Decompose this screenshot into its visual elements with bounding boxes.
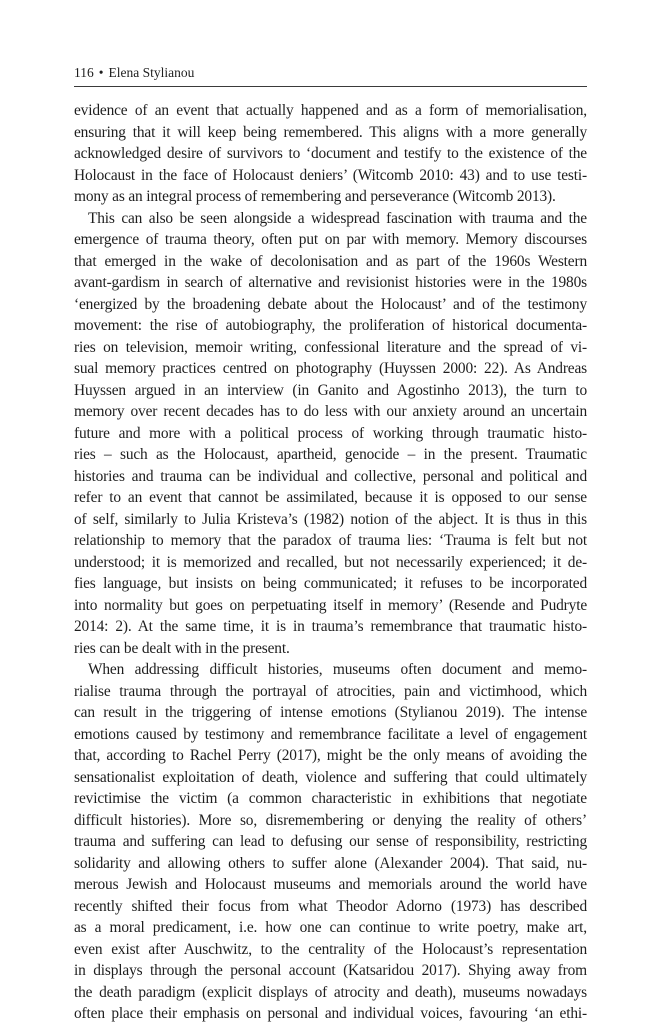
- text-line: avant-gardism in search of alternative and revisionist histories were in the 1980s: [74, 274, 587, 291]
- text-line: revictimise the victim (a common characteristic in exhibitions that negotiate: [74, 790, 587, 807]
- body-text: [74, 100, 587, 1025]
- text-line: mony as an integral process of remembering and perseverance (Witcomb 2013).: [74, 188, 556, 205]
- text-line: Holocaust in the face of Holocaust deniers’ (Witcomb 2010: 43) and to use testi-: [74, 166, 587, 184]
- text-line: evidence of an event that actually happened and as a form of memorialisation,: [74, 102, 587, 119]
- text-line: that emerged in the wake of decolonisation and as part of the 1960s Western: [74, 252, 587, 270]
- header-separator: •: [98, 65, 104, 80]
- text-line: into normality but goes on perpetuating itself in memory’ (Resende and Pudryte: [74, 596, 587, 614]
- running-head: [74, 64, 574, 82]
- text-line: memory over recent decades has to do less with our anxiety around an uncertain: [74, 403, 587, 420]
- text-line: often place their emphasis on personal and individual voices, favouring ‘an ethi-: [74, 1005, 587, 1022]
- text-line: that, according to Rachel Perry (2017), might be the only means of avoiding the: [74, 747, 587, 764]
- text-line: sual memory practices centred on photography (Huyssen 2000: 22). As Andreas: [74, 360, 587, 377]
- author-name: Elena Stylianou: [108, 65, 195, 80]
- text-line: relationship to memory that the paradox of trauma lies: ‘Trauma is felt but not: [74, 532, 587, 549]
- text-line: ries – such as the Holocaust, apartheid, genocide – in the present. Traumatic: [74, 446, 587, 463]
- text-line: refer to an event that cannot be assimilated, because it is opposed to our sense: [74, 489, 587, 506]
- text-line: Huyssen argued in an interview (in Ganito and Agostinho 2013), the turn to: [74, 381, 587, 399]
- text-line: emotions caused by testimony and remembrance facilitate a level of engagement: [74, 725, 587, 743]
- text-line: understood; it is memorized and recalled, but not necessarily experienced; it de-: [74, 553, 587, 571]
- text-line: When addressing difficult histories, museums often document and memo-: [88, 661, 587, 678]
- text-line: of self, similarly to Julia Kristeva’s (1982) notion of the abject. It is thus in this: [74, 510, 587, 528]
- text-line: ries on television, memoir writing, confessional literature and the spread of vi-: [74, 338, 587, 356]
- text-line: acknowledged desire of survivors to ‘document and testify to the existence of the: [74, 145, 587, 162]
- text-line: 2014: 2). At the same time, it is in trauma’s remembrance that traumatic histo-: [74, 618, 587, 635]
- text-line: merous Jewish and Holocaust museums and memorials around the world have: [74, 876, 587, 893]
- text-line: ensuring that it will keep being remembered. This aligns with a more generally: [74, 123, 587, 141]
- text-line: fies language, but insists on being communicated; it refuses to be incorporated: [74, 575, 587, 592]
- text-line: rialise trauma through the portrayal of atrocities, pain and victimhood, which: [74, 682, 587, 700]
- text-line: trauma and suffering can lead to defusing our sense of responsibility, restricting: [74, 833, 587, 850]
- text-line: histories and trauma can be individual and collective, personal and political and: [74, 467, 587, 485]
- text-line: movement: the rise of autobiography, the proliferation of historical documenta-: [74, 317, 587, 334]
- text-line: the death paradigm (explicit displays of atrocity and death), museums nowadays: [74, 983, 587, 1001]
- header-rule: [74, 86, 587, 87]
- text-line: ries can be dealt with in the present.: [74, 639, 290, 657]
- text-line: can result in the triggering of intense emotions (Stylianou 2019). The intense: [74, 704, 587, 721]
- text-line: ‘energized by the broadening debate about the Holocaust’ and of the testimony: [74, 295, 587, 313]
- text-line: difficult histories). More so, disremembering or denying the reality of others’: [74, 811, 587, 829]
- text-line: This can also be seen alongside a widespread fascination with trauma and the: [88, 209, 587, 227]
- text-line: sensationalist exploitation of death, violence and suffering that could ultimately: [74, 768, 587, 786]
- text-line: recently shifted their focus from what Theodor Adorno (1973) has described: [74, 897, 587, 915]
- text-line: in displays through the personal account (Katsaridou 2017). Shying away from: [74, 962, 587, 979]
- text-line: solidarity and allowing others to suffer alone (Alexander 2004). That said, nu-: [74, 854, 587, 872]
- text-line: future and more with a political process of working through traumatic histo-: [74, 424, 587, 442]
- text-line: even exist after Auschwitz, to the centrality of the Holocaust’s representation: [74, 940, 587, 958]
- text-line: as a moral predicament, i.e. how one can continue to write poetry, make art,: [74, 919, 587, 936]
- page-number: 116: [74, 65, 94, 80]
- text-line: emergence of trauma theory, often put on par with memory. Memory discourses: [74, 231, 587, 248]
